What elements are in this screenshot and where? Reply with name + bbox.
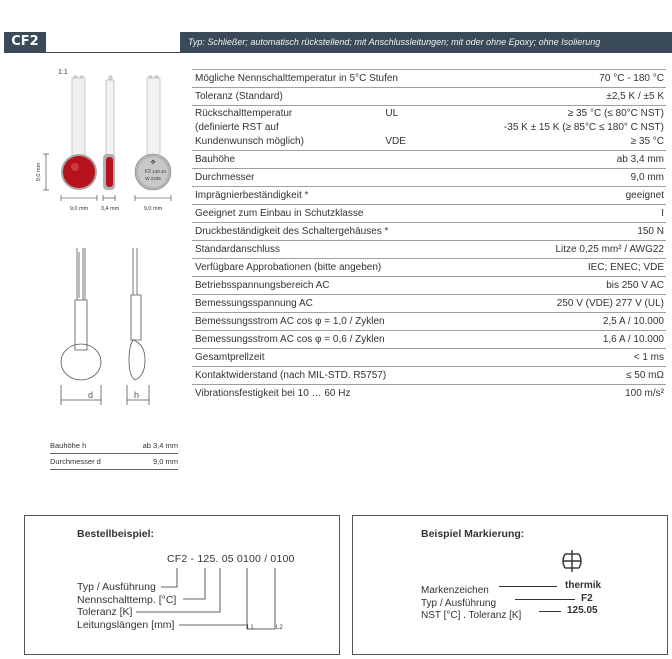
dim-value: 9,0 mm [125,454,178,470]
table-row [192,187,666,205]
spec-label: Kontaktwiderstand (nach MIL-STD. R5757) [192,367,447,385]
table-row [192,223,666,241]
spec-label: Toleranz (Standard) [192,88,447,106]
spec-label: Rückschalttemperatur (definierte RST auf Kundenwunsch möglich) [192,106,385,151]
table-row [192,367,666,385]
spec-label: Geeignet zum Einbau in Schutzklasse [192,205,447,223]
spec-value: 9,0 mm [447,169,666,187]
header-subtitle: Typ: Schließer; automatisch rückstellend; mit Anschlussleitungen; mit oder ohne Epoxy; ohne Isolierung [180,32,672,52]
spec-label: Druckbeständigkeit des Schaltergehäuses * [192,223,447,241]
order-example-box [24,515,340,655]
spec-label: Verfügbare Approbationen (bitte angeben) [192,259,447,277]
l2-label: L2 [276,625,283,631]
marking-text-3: W 2236 [145,176,161,181]
marking-text-1: F2 [145,169,151,175]
table-row [192,277,666,295]
dim-width-label: 9,0 mm [69,206,89,212]
table-row [192,205,666,223]
header-divider [4,52,672,53]
thermik-logo-icon [559,548,585,574]
table-row [192,151,666,169]
spec-value: geeignet [447,187,666,205]
table-row [192,241,666,259]
dim-thickness-label: 3,4 mm [100,206,120,212]
spec-value: ab 3,4 mm [447,151,666,169]
spec-value: 2,5 A / 10.000 [447,313,666,331]
order-connector-lines [25,516,341,656]
drawing-label-d: d [88,390,94,400]
spec-label: Vibrationsfestigkeit bei 10 … 60 Hz [195,388,351,399]
table-row [192,349,666,367]
svg-text:✥: ✥ [150,160,156,166]
spec-label: Mögliche Nennschalttemperatur in 5°C Stufen [192,70,447,88]
spec-value: 70 °C - 180 °C [447,70,666,88]
table-row [50,454,178,470]
spec-value: Litze 0,25 mm² / AWG22 [447,241,666,259]
table-row [192,385,666,403]
dimensions-table [50,438,178,470]
marking-label: NST [°C] . Toleranz [K] [421,610,522,621]
technical-drawing [55,240,185,410]
l1-label: L1 [247,625,254,631]
marking-text-2: 140.10 [152,169,166,174]
spec-label: Gesamtprellzeit [192,349,447,367]
marking-row [421,580,661,596]
order-label: Leitungslängen [mm] [77,618,175,631]
spec-label: Standardanschluss [192,241,447,259]
spec-value: 150 N [447,223,666,241]
spec-approval: UL VDE [385,106,447,151]
dim-label: Bauhöhe h [50,438,125,454]
spec-label: Imprägnierbeständigkeit * [192,187,447,205]
table-row [192,106,666,151]
spec-value: I [447,205,666,223]
front-view-photo [61,76,97,190]
order-title: Bestellbeispiel: [77,528,155,540]
table-row [192,295,666,313]
dim-label: Durchmesser d [50,454,125,470]
spec-value: 250 V (VDE) 277 V (UL) [447,295,666,313]
scale-label: 1:1 [58,69,68,76]
marking-value: 125.05 [567,605,598,616]
order-label: Nennschalttemp. [°C] [77,593,177,606]
spec-label: Betriebsspannungsbereich AC [192,277,447,295]
marking-rows [421,580,661,621]
dim-value: ab 3,4 mm [125,438,178,454]
marking-label: Typ / Ausführung [421,597,497,609]
dim-height-label: 9,0 mm [36,162,42,182]
table-row [192,259,666,277]
spec-value: IEC; ENEC; VDE [447,259,666,277]
product-photos [30,62,190,222]
table-row [192,70,666,88]
marking-row [421,605,661,621]
marking-label: Markenzeichen [421,585,489,596]
dim-width2-label: 9,0 mm [143,206,163,212]
spec-label: Bauhöhe [192,151,447,169]
marking-value: thermik [565,580,602,591]
spec-label: Bemessungsstrom AC cos φ = 1,0 / Zyklen [192,313,447,331]
spec-value: bis 250 V AC [447,277,666,295]
product-tag: CF2 [4,32,46,52]
spec-label: Durchmesser [192,169,447,187]
order-code: CF2 - 125. 05 0100 / 0100 [167,553,295,565]
spec-value: < 1 ms [447,349,666,367]
order-label: Typ / Ausführung [77,581,156,593]
spec-value: ≤ 50 mΩ [447,367,666,385]
marking-example-box [352,515,668,655]
drawing-label-h: h [134,390,140,400]
spec-value: ≥ 35 °C (≤ 80°C NST) -35 K ± 15 K (≥ 85°C ≤ 180° C NST) ≥ 35 °C [447,106,666,151]
spec-value: 100 m/s² [625,388,664,399]
table-row [50,438,178,454]
marking-title: Beispiel Markierung: [421,528,525,540]
spec-table [192,69,666,402]
side-view-photo [103,76,115,190]
table-row [192,88,666,106]
marking-row [421,592,661,609]
spec-value: 1,6 A / 10.000 [447,331,666,349]
order-label: Toleranz [K] [77,606,133,618]
table-row [192,169,666,187]
marking-value: F2 [581,592,593,604]
spec-label: Bemessungsspannung AC [192,295,447,313]
back-view-photo [135,76,171,190]
table-row [192,313,666,331]
table-row [192,331,666,349]
spec-value: ±2,5 K / ±5 K [447,88,666,106]
spec-label: Bemessungsstrom AC cos φ = 0,6 / Zyklen [192,331,447,349]
